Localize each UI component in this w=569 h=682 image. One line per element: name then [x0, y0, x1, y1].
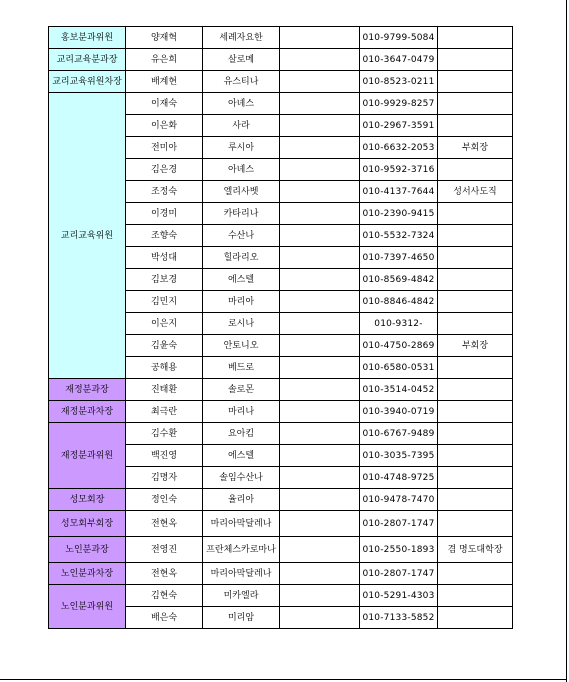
phone-cell: 010-9592-3716 [360, 159, 438, 181]
name-cell: 김현숙 [126, 585, 203, 607]
phone-cell: 010-9929-8257 [360, 93, 438, 115]
baptismal-name-cell: 율리아 [203, 489, 280, 511]
blank-cell [280, 313, 360, 335]
note-cell [438, 563, 513, 585]
phone-cell: 010-9799-5084 [360, 27, 438, 49]
blank-cell [280, 607, 360, 629]
note-cell [438, 585, 513, 607]
baptismal-name-cell: 사라 [203, 115, 280, 137]
blank-cell [280, 563, 360, 585]
blank-cell [280, 269, 360, 291]
note-cell [438, 423, 513, 445]
role-cell: 노인분과위원 [49, 585, 126, 629]
blank-cell [280, 93, 360, 115]
note-cell [438, 203, 513, 225]
phone-cell: 010-3647-0479 [360, 49, 438, 71]
blank-cell [280, 27, 360, 49]
name-cell: 진태환 [126, 379, 203, 401]
phone-cell: 010-2550-1893 [360, 537, 438, 563]
phone-cell: 010-4137-7644 [360, 181, 438, 203]
page-border-right [566, 0, 567, 682]
baptismal-name-cell: 마리아막달레나 [203, 511, 280, 537]
blank-cell [280, 423, 360, 445]
baptismal-name-cell: 살로메 [203, 49, 280, 71]
role-cell: 노인분과장 [49, 537, 126, 563]
baptismal-name-cell: 요아킴 [203, 423, 280, 445]
role-cell: 교리교육위원 [49, 93, 126, 379]
baptismal-name-cell: 솔로몬 [203, 379, 280, 401]
name-cell: 박성대 [126, 247, 203, 269]
blank-cell [280, 247, 360, 269]
baptismal-name-cell: 카타리나 [203, 203, 280, 225]
name-cell: 김수환 [126, 423, 203, 445]
blank-cell [280, 225, 360, 247]
phone-cell: 010-9478-7470 [360, 489, 438, 511]
table-row [49, 401, 513, 423]
name-cell: 김명자 [126, 467, 203, 489]
table-row [49, 379, 513, 401]
baptismal-name-cell: 마리나 [203, 401, 280, 423]
table-row [49, 511, 513, 537]
blank-cell [280, 115, 360, 137]
blank-cell [280, 489, 360, 511]
name-cell: 이은화 [126, 115, 203, 137]
name-cell: 이재숙 [126, 93, 203, 115]
name-cell: 이경미 [126, 203, 203, 225]
phone-cell: 010-4750-2869 [360, 335, 438, 357]
blank-cell [280, 537, 360, 563]
blank-cell [280, 445, 360, 467]
phone-cell: 010-7397-4650 [360, 247, 438, 269]
role-cell: 성모회부회장 [49, 511, 126, 537]
phone-cell: 010-6580-0531 [360, 357, 438, 379]
name-cell: 배계현 [126, 71, 203, 93]
phone-cell: 010-2967-3591 [360, 115, 438, 137]
note-cell [438, 159, 513, 181]
note-cell [438, 71, 513, 93]
blank-cell [280, 137, 360, 159]
note-cell [438, 247, 513, 269]
baptismal-name-cell: 미카엘라 [203, 585, 280, 607]
blank-cell [280, 467, 360, 489]
baptismal-name-cell: 에스텔 [203, 445, 280, 467]
role-cell: 노인분과차장 [49, 563, 126, 585]
phone-cell: 010-8846-4842 [360, 291, 438, 313]
name-cell: 양재혁 [126, 27, 203, 49]
baptismal-name-cell: 엘리사벳 [203, 181, 280, 203]
baptismal-name-cell: 아녜스 [203, 159, 280, 181]
name-cell: 이은지 [126, 313, 203, 335]
baptismal-name-cell: 세례자요한 [203, 27, 280, 49]
name-cell: 정인숙 [126, 489, 203, 511]
note-cell [438, 49, 513, 71]
name-cell: 전영진 [126, 537, 203, 563]
table-row [49, 423, 513, 445]
note-cell [438, 467, 513, 489]
phone-cell: 010-2807-1747 [360, 563, 438, 585]
name-cell: 배은숙 [126, 607, 203, 629]
phone-cell: 010-6767-9489 [360, 423, 438, 445]
name-cell: 백진영 [126, 445, 203, 467]
note-cell: 성서사도직 [438, 181, 513, 203]
note-cell [438, 379, 513, 401]
phone-cell: 010-5291-4303 [360, 585, 438, 607]
note-cell [438, 93, 513, 115]
baptismal-name-cell: 에스텔 [203, 269, 280, 291]
note-cell [438, 445, 513, 467]
name-cell: 공해용 [126, 357, 203, 379]
baptismal-name-cell: 솔임수산나 [203, 467, 280, 489]
role-cell: 홍보분과위원 [49, 27, 126, 49]
note-cell [438, 313, 513, 335]
role-cell: 성모회장 [49, 489, 126, 511]
blank-cell [280, 71, 360, 93]
blank-cell [280, 291, 360, 313]
phone-cell: 010-3940-0719 [360, 401, 438, 423]
phone-cell: 010-2390-9415 [360, 203, 438, 225]
page-border-bottom [0, 679, 567, 680]
name-cell: 전현옥 [126, 563, 203, 585]
name-cell: 조향숙 [126, 225, 203, 247]
table-row [49, 537, 513, 563]
name-cell: 유은희 [126, 49, 203, 71]
baptismal-name-cell: 마리아 [203, 291, 280, 313]
baptismal-name-cell: 아녜스 [203, 93, 280, 115]
name-cell: 전미아 [126, 137, 203, 159]
baptismal-name-cell: 유스티나 [203, 71, 280, 93]
note-cell: 겸 명도대학장 [438, 537, 513, 563]
note-cell [438, 291, 513, 313]
member-table [48, 26, 513, 629]
table-row [49, 93, 513, 115]
baptismal-name-cell: 마리아막달레나 [203, 563, 280, 585]
blank-cell [280, 181, 360, 203]
blank-cell [280, 379, 360, 401]
note-cell [438, 269, 513, 291]
role-cell: 교리교육분과장 [49, 49, 126, 71]
phone-cell: 010-5532-7324 [360, 225, 438, 247]
note-cell [438, 357, 513, 379]
name-cell: 조정숙 [126, 181, 203, 203]
baptismal-name-cell: 베드로 [203, 357, 280, 379]
blank-cell [280, 203, 360, 225]
phone-cell: 010-9312- [360, 313, 438, 335]
baptismal-name-cell: 힐라리오 [203, 247, 280, 269]
phone-cell: 010-8523-0211 [360, 71, 438, 93]
phone-cell: 010-4748-9725 [360, 467, 438, 489]
phone-cell: 010-3514-0452 [360, 379, 438, 401]
baptismal-name-cell: 프란체스카로마나 [203, 537, 280, 563]
blank-cell [280, 335, 360, 357]
blank-cell [280, 357, 360, 379]
note-cell [438, 27, 513, 49]
note-cell [438, 115, 513, 137]
baptismal-name-cell: 안토니오 [203, 335, 280, 357]
baptismal-name-cell: 미리암 [203, 607, 280, 629]
table-row [49, 563, 513, 585]
blank-cell [280, 401, 360, 423]
note-cell: 부회장 [438, 335, 513, 357]
blank-cell [280, 49, 360, 71]
table-row [49, 585, 513, 607]
note-cell: 부회장 [438, 137, 513, 159]
table-row [49, 27, 513, 49]
phone-cell: 010-8569-4842 [360, 269, 438, 291]
table-row [49, 49, 513, 71]
name-cell: 김보경 [126, 269, 203, 291]
baptismal-name-cell: 로시나 [203, 313, 280, 335]
phone-cell: 010-2807-1747 [360, 511, 438, 537]
note-cell [438, 225, 513, 247]
blank-cell [280, 159, 360, 181]
note-cell [438, 511, 513, 537]
role-cell: 교리교육위원차장 [49, 71, 126, 93]
name-cell: 김은경 [126, 159, 203, 181]
name-cell: 김윤숙 [126, 335, 203, 357]
name-cell: 전현옥 [126, 511, 203, 537]
note-cell [438, 401, 513, 423]
role-cell: 재정분과장 [49, 379, 126, 401]
blank-cell [280, 511, 360, 537]
baptismal-name-cell: 루시아 [203, 137, 280, 159]
role-cell: 재정분과차장 [49, 401, 126, 423]
name-cell: 김민지 [126, 291, 203, 313]
phone-cell: 010-6632-2053 [360, 137, 438, 159]
table-row [49, 71, 513, 93]
note-cell [438, 489, 513, 511]
baptismal-name-cell: 수산나 [203, 225, 280, 247]
table-row [49, 489, 513, 511]
role-cell: 재정분과위원 [49, 423, 126, 489]
phone-cell: 010-7133-5852 [360, 607, 438, 629]
phone-cell: 010-3035-7395 [360, 445, 438, 467]
note-cell [438, 607, 513, 629]
name-cell: 최극란 [126, 401, 203, 423]
blank-cell [280, 585, 360, 607]
